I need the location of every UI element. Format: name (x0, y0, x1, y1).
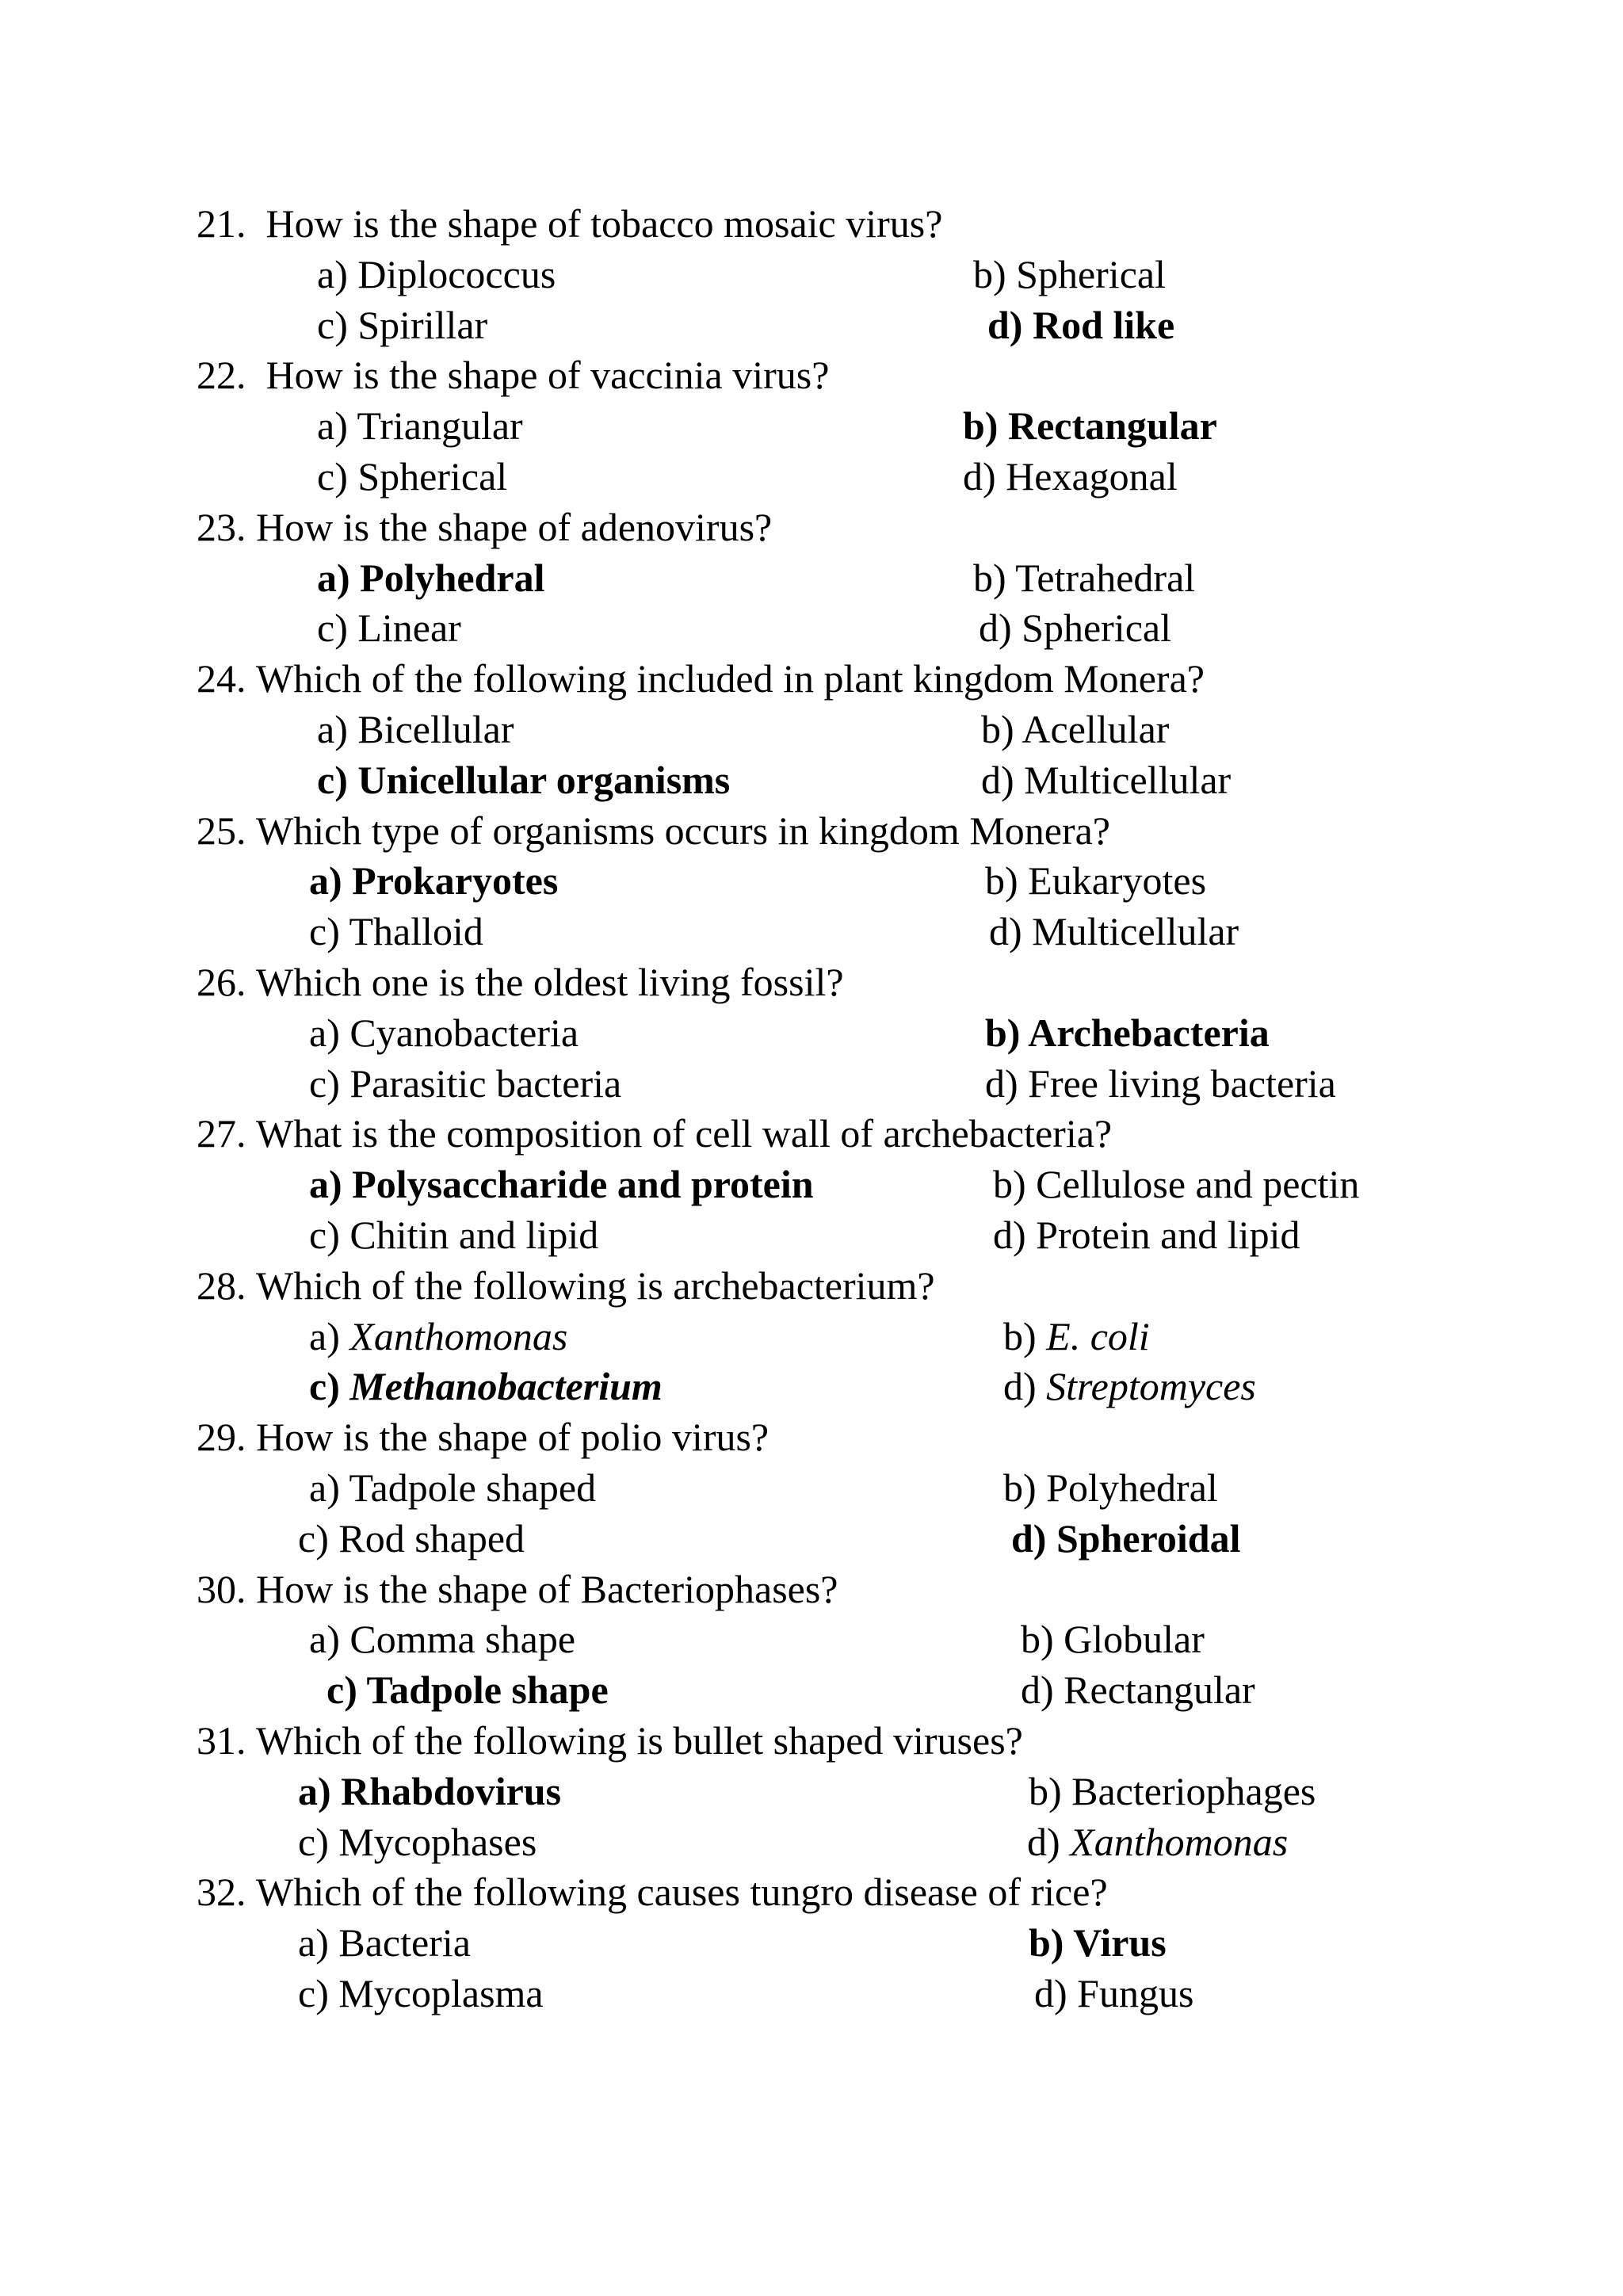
option-label: d) (981, 757, 1014, 802)
correct-answer-option (309, 855, 558, 906)
answer-option (309, 1058, 621, 1109)
option-label: c) (317, 606, 348, 651)
option-text: Eukaryotes (1028, 858, 1207, 904)
answer-option (317, 602, 461, 653)
question-25 (197, 805, 1110, 856)
option-text: Xanthomonas (349, 1313, 568, 1358)
question-number: 32. (197, 1870, 246, 1915)
question-text: How is the shape of polio virus? (256, 1415, 769, 1460)
question-31 (197, 1715, 1023, 1766)
option-label: b) (985, 1010, 1021, 1055)
answer-option (317, 451, 507, 502)
answer-option (309, 1007, 579, 1058)
answer-option (1021, 1614, 1205, 1664)
option-text: Methanobacterium (349, 1364, 663, 1409)
option-text: Bacteria (338, 1920, 471, 1966)
answer-option (317, 249, 556, 300)
answer-option (963, 451, 1178, 502)
question-number: 23. (197, 504, 246, 549)
option-text: Cyanobacteria (349, 1010, 579, 1055)
correct-answer-option (298, 1766, 561, 1817)
question-21 (197, 198, 942, 249)
answer-option (309, 906, 483, 957)
answer-option (298, 1968, 544, 2019)
option-text: Xanthomonas (1070, 1819, 1289, 1864)
answer-option (1034, 1968, 1193, 2019)
option-text: Tadpole shaped (349, 1465, 597, 1510)
option-label: b) (1029, 1920, 1064, 1966)
option-text: Polysaccharide and protein (352, 1162, 814, 1207)
option-label: b) (973, 555, 1006, 600)
option-label: a) (309, 1010, 340, 1055)
question-number: 27. (197, 1111, 246, 1156)
answer-option (973, 552, 1195, 603)
option-label: d) (993, 1213, 1026, 1257)
option-text: Hexagonal (1006, 454, 1178, 499)
option-text: Rod shaped (338, 1515, 525, 1561)
correct-answer-option (309, 1361, 663, 1412)
option-text: Parasitic bacteria (349, 1060, 622, 1106)
option-text: Comma shape (349, 1617, 576, 1662)
option-text: Polyhedral (1046, 1465, 1218, 1510)
option-label: b) (981, 707, 1014, 751)
option-text: Rod like (1032, 302, 1175, 347)
answer-option (1027, 1817, 1288, 1867)
question-number: 30. (197, 1566, 246, 1611)
question-text: What is the composition of cell wall of archebacteria? (256, 1111, 1113, 1156)
answer-option (981, 704, 1169, 755)
option-label: c) (317, 454, 348, 499)
option-text: Spirillar (357, 302, 488, 347)
option-text: Chitin and lipid (349, 1213, 599, 1257)
answer-option (1003, 1361, 1256, 1412)
option-text: Spherical (357, 454, 508, 499)
option-text: E. coli (1046, 1313, 1150, 1358)
question-text: Which of the following included in plant kingdom Monera? (256, 656, 1205, 701)
option-label: a) (309, 1617, 340, 1662)
question-text: Which one is the oldest living fossil? (256, 960, 844, 1004)
answer-option (993, 1209, 1300, 1260)
option-label: d) (1034, 1971, 1067, 2015)
answer-option (973, 249, 1166, 300)
option-label: d) (1027, 1819, 1060, 1864)
question-number: 28. (197, 1263, 246, 1308)
question-number: 25. (197, 808, 246, 853)
option-label: a) (317, 403, 348, 449)
option-label: b) (1029, 1768, 1062, 1813)
option-label: c) (298, 1515, 329, 1561)
option-text: Mycophases (338, 1819, 537, 1864)
option-label: c) (309, 1213, 340, 1257)
option-label: c) (317, 302, 348, 347)
question-number: 21. (197, 201, 246, 246)
question-30 (197, 1564, 838, 1614)
option-text: Rectangular (1064, 1668, 1255, 1713)
answer-option (298, 1817, 537, 1867)
option-label: d) (989, 909, 1022, 954)
option-label: b) (993, 1162, 1026, 1207)
option-text: Protein and lipid (1036, 1213, 1300, 1257)
option-text: Mycoplasma (338, 1971, 544, 2015)
option-text: Streptomyces (1046, 1364, 1256, 1409)
answer-option (317, 300, 487, 350)
question-text: How is the shape of vaccinia virus? (265, 353, 830, 398)
answer-option (317, 400, 523, 451)
option-text: Multicellular (1024, 757, 1232, 802)
option-text: Virus (1073, 1920, 1167, 1966)
option-label: d) (1021, 1668, 1054, 1713)
option-text: Tetrahedral (1015, 555, 1196, 600)
answer-option (309, 1462, 596, 1513)
answer-option (1003, 1311, 1150, 1362)
question-23 (197, 502, 772, 552)
option-label: a) (317, 251, 348, 296)
option-text: Spheroidal (1056, 1515, 1241, 1561)
option-text: Bacteriophages (1071, 1768, 1316, 1813)
option-label: a) (317, 555, 350, 600)
option-label: a) (317, 707, 348, 751)
option-label: d) (1011, 1515, 1047, 1561)
question-number: 31. (197, 1718, 246, 1763)
answer-option (309, 1614, 575, 1664)
answer-option (989, 906, 1239, 957)
option-label: b) (1003, 1313, 1037, 1358)
option-label: b) (985, 858, 1018, 904)
option-text: Rectangular (1007, 403, 1217, 449)
answer-option (1003, 1462, 1218, 1513)
option-label: c) (298, 1819, 329, 1864)
option-label: a) (309, 858, 342, 904)
option-text: Rhabdovirus (341, 1768, 562, 1813)
question-text: Which type of organisms occurs in kingdom Monera? (256, 808, 1111, 853)
option-text: Diplococcus (357, 251, 556, 296)
option-label: a) (309, 1465, 340, 1510)
question-text: How is the shape of adenovirus? (256, 504, 773, 549)
question-text: Which of the following is bullet shaped viruses? (256, 1718, 1023, 1763)
option-label: c) (298, 1971, 329, 2015)
correct-answer-option (963, 400, 1217, 451)
option-label: b) (1021, 1617, 1054, 1662)
answer-option (309, 1209, 598, 1260)
correct-answer-option (987, 300, 1174, 350)
correct-answer-option (1029, 1917, 1167, 1968)
answer-option (298, 1917, 471, 1968)
correct-answer-option (1011, 1513, 1240, 1564)
answer-option (985, 855, 1206, 906)
option-label: d) (985, 1060, 1018, 1106)
question-28 (197, 1260, 935, 1311)
option-label: a) (298, 1768, 331, 1813)
option-label: a) (298, 1920, 329, 1966)
question-number: 24. (197, 656, 246, 701)
option-text: Linear (357, 606, 461, 651)
answer-option (309, 1311, 567, 1362)
option-text: Triangular (357, 403, 523, 449)
option-text: Globular (1064, 1617, 1205, 1662)
correct-answer-option (327, 1664, 609, 1715)
option-label: d) (963, 454, 996, 499)
question-text: How is the shape of Bacteriophases? (256, 1566, 838, 1611)
option-label: d) (987, 302, 1023, 347)
option-text: Tadpole shape (366, 1668, 609, 1713)
question-text: How is the shape of tobacco mosaic virus? (265, 201, 943, 246)
option-label: d) (979, 606, 1012, 651)
option-label: c) (309, 1060, 340, 1106)
option-text: Multicellular (1032, 909, 1239, 954)
option-label: c) (309, 909, 340, 954)
answer-option (981, 755, 1231, 805)
question-24 (197, 653, 1205, 704)
option-text: Archebacteria (1028, 1010, 1270, 1055)
answer-option (298, 1513, 525, 1564)
option-label: c) (327, 1668, 357, 1713)
question-text: Which of the following causes tungro disease of rice? (256, 1870, 1108, 1915)
question-number: 29. (197, 1415, 246, 1460)
option-label: b) (973, 251, 1006, 296)
answer-option (985, 1058, 1336, 1109)
option-text: Spherical (1016, 251, 1166, 296)
option-text: Polyhedral (360, 555, 545, 600)
option-label: a) (309, 1162, 342, 1207)
question-number: 22. (197, 353, 246, 398)
option-text: Bicellular (357, 707, 514, 751)
question-32 (197, 1866, 1108, 1917)
correct-answer-option (317, 755, 730, 805)
option-text: Acellular (1022, 707, 1170, 751)
option-label: b) (963, 403, 999, 449)
option-text: Thalloid (349, 909, 483, 954)
option-text: Cellulose and pectin (1036, 1162, 1360, 1207)
correct-answer-option (309, 1159, 814, 1209)
question-26 (197, 957, 844, 1007)
question-29 (197, 1412, 769, 1462)
option-label: a) (309, 1313, 340, 1358)
question-22 (197, 350, 829, 400)
answer-option (979, 602, 1171, 653)
question-text: Which of the following is archebacterium? (256, 1263, 935, 1308)
answer-option (317, 704, 514, 755)
correct-answer-option (985, 1007, 1270, 1058)
answer-option (993, 1159, 1359, 1209)
question-27 (197, 1108, 1112, 1159)
question-number: 26. (197, 960, 246, 1004)
option-label: b) (1003, 1465, 1037, 1510)
answer-option (1029, 1766, 1316, 1817)
option-text: Spherical (1022, 606, 1171, 651)
option-label: c) (317, 757, 348, 802)
correct-answer-option (317, 552, 544, 603)
option-text: Prokaryotes (352, 858, 559, 904)
answer-option (1021, 1664, 1255, 1715)
option-text: Free living bacteria (1028, 1060, 1336, 1106)
option-label: c) (309, 1364, 340, 1409)
option-label: d) (1003, 1364, 1037, 1409)
option-text: Fungus (1077, 1971, 1194, 2015)
option-text: Unicellular organisms (357, 757, 731, 802)
